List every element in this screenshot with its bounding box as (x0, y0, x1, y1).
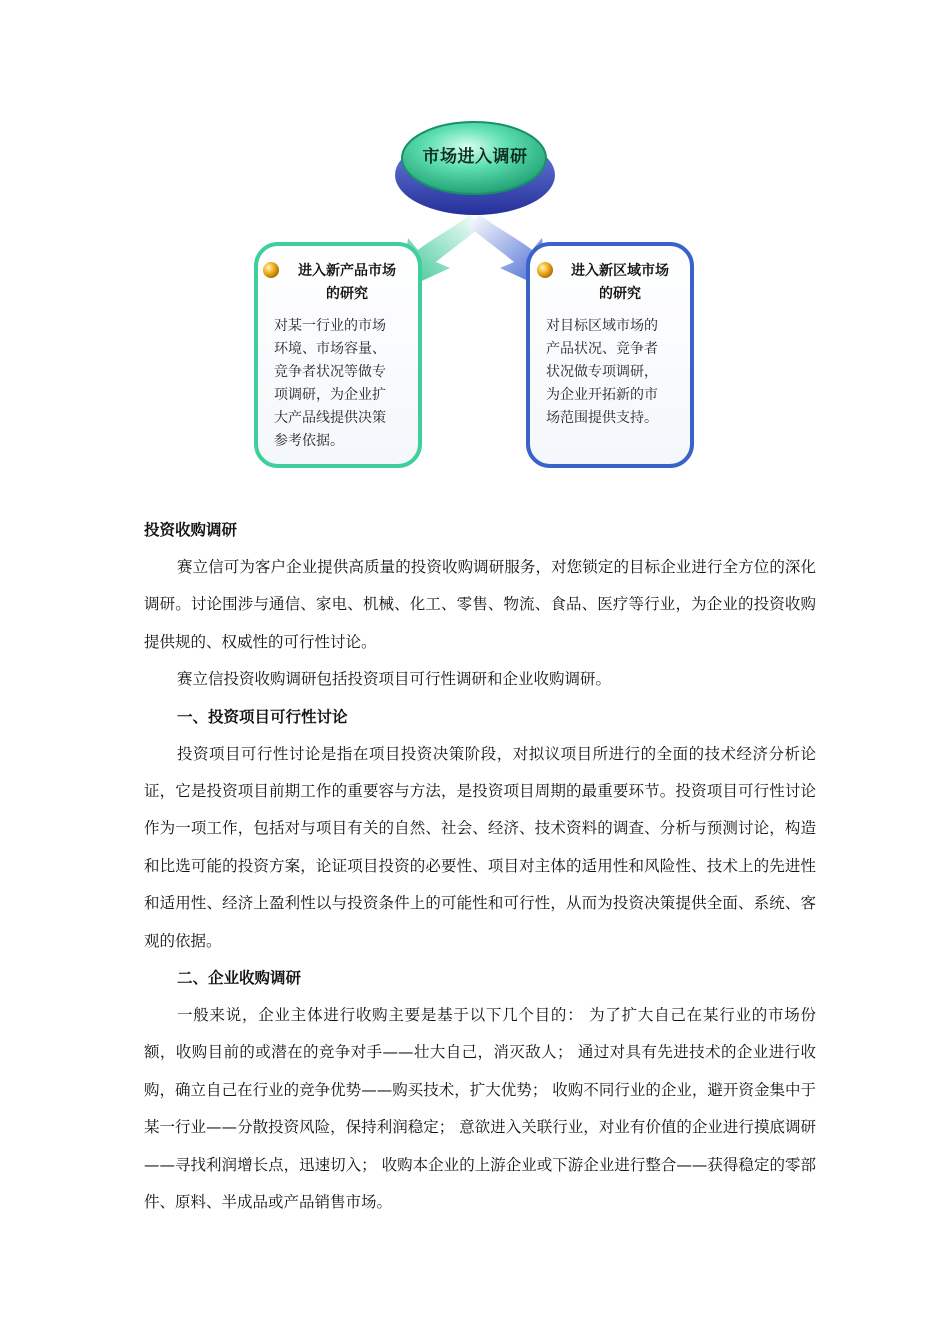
right-card-bullet-icon (537, 262, 553, 278)
subheading-feasibility: 一、投资项目可行性讨论 (177, 707, 348, 726)
left-card-line: 大产品线提供决策 (274, 410, 386, 426)
left-card-line: 竞争者状况等做专 (274, 364, 386, 380)
left-card-title-line: 的研究 (326, 286, 368, 302)
left-card-line: 项调研，为企业扩 (274, 387, 386, 403)
diagram-graphics (0, 0, 950, 500)
left-card-title-line: 进入新产品市场 (298, 263, 396, 279)
right-card-line: 场范围提供支持。 (546, 410, 658, 426)
left-card-line: 参考依据。 (274, 433, 344, 449)
right-card-line: 为企业开拓新的市 (546, 387, 658, 403)
right-card-line: 状况做专项调研， (546, 364, 658, 380)
left-card-bullet-icon (263, 262, 279, 278)
paragraph-acquisition: 一般来说，企业主体进行收购主要是基于以下几个目的： 为了扩大自己在某行业的市场份额，收购目前的或潜在的竞争对手——壮大自己，消灭敌人； 通过对具有先进技术的企业进行收购，确立自己在行业的竞争优势——购买技术，扩大优势； 收购不同行业的企业，避开资金集中于某一行业——分散投资风险，保持利润稳定； 意欲进入关联行业，对业有价值的企业进行摸底调研——寻找利润增长点，迅速切入； 收购本企业的上游企业或下游企业进行整合——获得稳定的零部件、原料、半成品或产品销售市场。 (144, 1006, 816, 1212)
document-body (144, 512, 816, 1222)
right-card-title (555, 260, 685, 306)
paragraph-intro: 赛立信可为客户企业提供高质量的投资收购调研服务，对您锁定的目标企业进行全方位的深化调研。讨论围涉与通信、家电、机械、化工、零售、物流、食品、医疗等行业，为企业的投资收购提供规的、权威性的可行性讨论。 (144, 558, 816, 651)
right-card-title-line: 进入新区域市场 (571, 263, 669, 279)
left-card-body (274, 315, 386, 453)
paragraph-feasibility: 投资项目可行性讨论是指在项目投资决策阶段，对拟议项目所进行的全面的技术经济分析论证，它是投资项目前期工作的重要容与方法，是投资项目周期的最重要环节。投资项目可行性讨论作为一项工作，包括对与项目有关的自然、社会、经济、技术资料的调查、分析与预测讨论，构造和比选可能的投资方案，论证项目投资的必要性、项目对主体的适用性和风险性、技术上的先进性和适用性、经济上盈利性以与投资条件上的可能性和可行性，从而为投资决策提供全面、系统、客观的依据。 (144, 744, 816, 950)
left-card-title (282, 260, 412, 306)
right-card-line: 产品状况、竞争者 (546, 341, 658, 357)
section-heading: 投资收购调研 (144, 521, 238, 539)
left-card-line: 对某一行业的市场 (274, 318, 386, 334)
paragraph-scope: 赛立信投资收购调研包括投资项目可行性调研和企业收购调研。 (177, 670, 612, 689)
right-card-title-line: 的研究 (599, 286, 641, 302)
left-card-line: 环境、市场容量、 (274, 341, 386, 357)
right-card-body (546, 315, 658, 430)
subheading-acquisition: 二、企业收购调研 (177, 969, 302, 988)
right-card-line: 对目标区域市场的 (546, 318, 658, 334)
root-label: 市场进入调研 (422, 147, 528, 167)
market-entry-diagram (0, 0, 950, 500)
